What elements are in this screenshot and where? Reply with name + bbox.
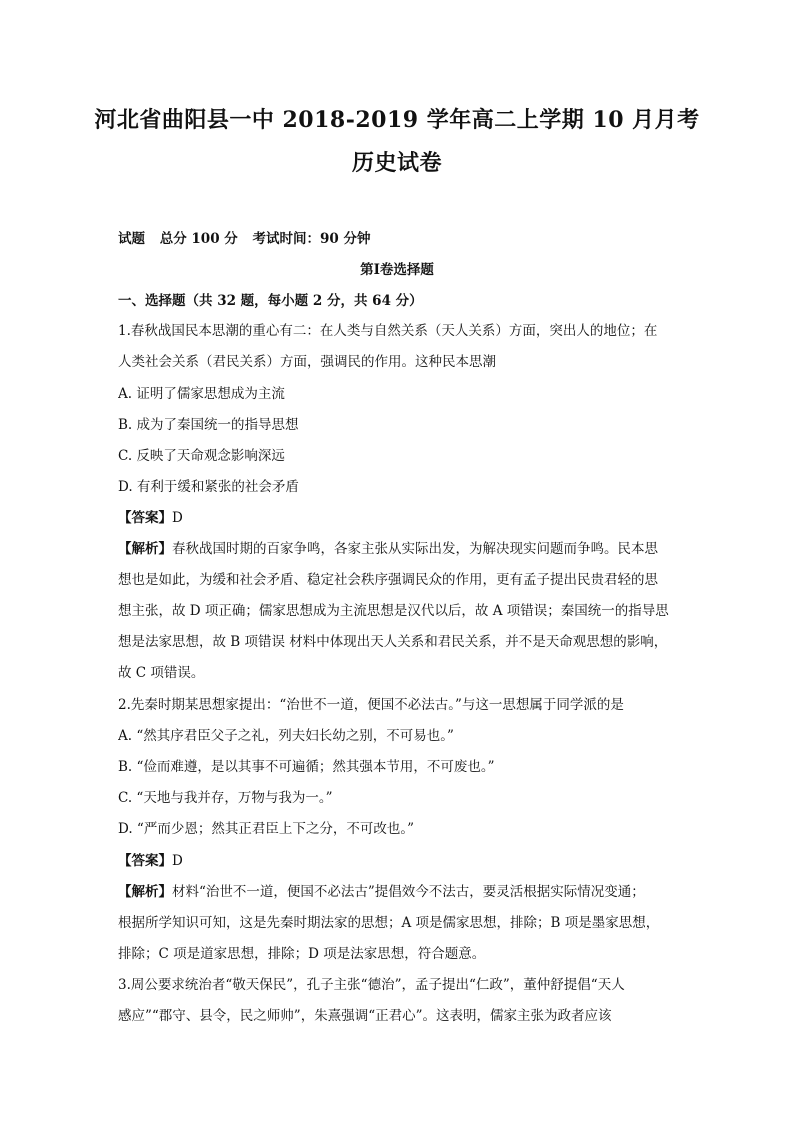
document-title: 河北省曲阳县一中 2018-2019 学年高二上学期 10 月月考 [94, 107, 700, 133]
volume-title: 第Ⅰ卷选择题 [360, 262, 434, 278]
total-score: 总分 100 分 [159, 231, 238, 247]
q1-analysis-line1: 【解析】春秋战国时期的百家争鸣，各家主张从实际出发，为解决现实问题而争鸣。民本思 [118, 541, 658, 557]
q3-stem-line1: 3.周公要求统治者“敬天保民”，孔子主张“德治”，孟子提出“仁政”，董仲舒提倡“天人 [118, 977, 625, 993]
q1-option-c: C. 反映了天命观念影响深远 [118, 448, 285, 464]
q1-analysis-line4: 想是法家思想，故 B 项错误 材料中体现出天人关系和君民关系，并不是天命观思想的影响， [118, 634, 668, 650]
exam-time: 考试时间：90 分钟 [252, 231, 371, 247]
q1-analysis-line3: 想主张，故 D 项正确；儒家思想成为主流思想是汉代以后，故 A 项错误；秦国统一的指导思 [118, 603, 669, 619]
section-title: 一、选择题（共 32 题，每小题 2 分，共 64 分） [118, 293, 423, 309]
q2-option-d: D. “严而少恩；然其正君臣上下之分，不可改也。” [118, 821, 414, 837]
q2-option-b: B. “俭而难遵，是以其事不可遍循；然其强本节用，不可废也。” [118, 759, 495, 775]
meta-label: 试题 [118, 231, 145, 247]
q1-analysis-line2: 想也是如此，为缓和社会矛盾、稳定社会秩序强调民众的作用，更有孟子提出民贵君轻的思 [118, 572, 658, 588]
q2-stem-line1: 2.先秦时期某思想家提出：“治世不一道，便国不必法古。”与这一思想属于同学派的是 [118, 697, 624, 713]
q1-analysis-line5: 故 C 项错误。 [118, 665, 205, 681]
q2-option-a: A. “然其序君臣父子之礼，列夫妇长幼之别，不可易也。” [118, 728, 454, 744]
q1-option-d: D. 有利于缓和紧张的社会矛盾 [118, 479, 299, 495]
document-subtitle: 历史试卷 [351, 150, 442, 176]
q2-option-c: C. “天地与我并存，万物与我为一。” [118, 790, 333, 806]
q2-analysis-line3: 排除；C 项是道家思想，排除；D 项是法家思想，符合题意。 [118, 946, 486, 962]
q1-stem-line2: 人类社会关系（君民关系）方面，强调民的作用。这种民本思潮 [118, 354, 496, 370]
exam-meta [118, 227, 381, 247]
q1-option-b: B. 成为了秦国统一的指导思想 [118, 417, 299, 433]
q2-analysis-line1: 【解析】材料“治世不一道，便国不必法古”提倡效今不法古，要灵活根据实际情况变通； [118, 884, 645, 900]
q1-answer: 【答案】D [118, 510, 183, 526]
q2-answer: 【答案】D [118, 853, 183, 869]
q1-option-a: A. 证明了儒家思想成为主流 [118, 386, 285, 402]
q2-analysis-line2: 根据所学知识可知，这是先秦时期法家的思想；A 项是儒家思想，排除；B 项是墨家思想， [118, 915, 660, 931]
q3-stem-line2: 感应”“郡守、县令，民之师帅”，朱熹强调“正君心”。这表明，儒家主张为政者应该 [118, 1008, 612, 1024]
q1-stem-line1: 1.春秋战国民本思潮的重心有二：在人类与自然关系（天人关系）方面，突出人的地位；在 [118, 323, 658, 339]
